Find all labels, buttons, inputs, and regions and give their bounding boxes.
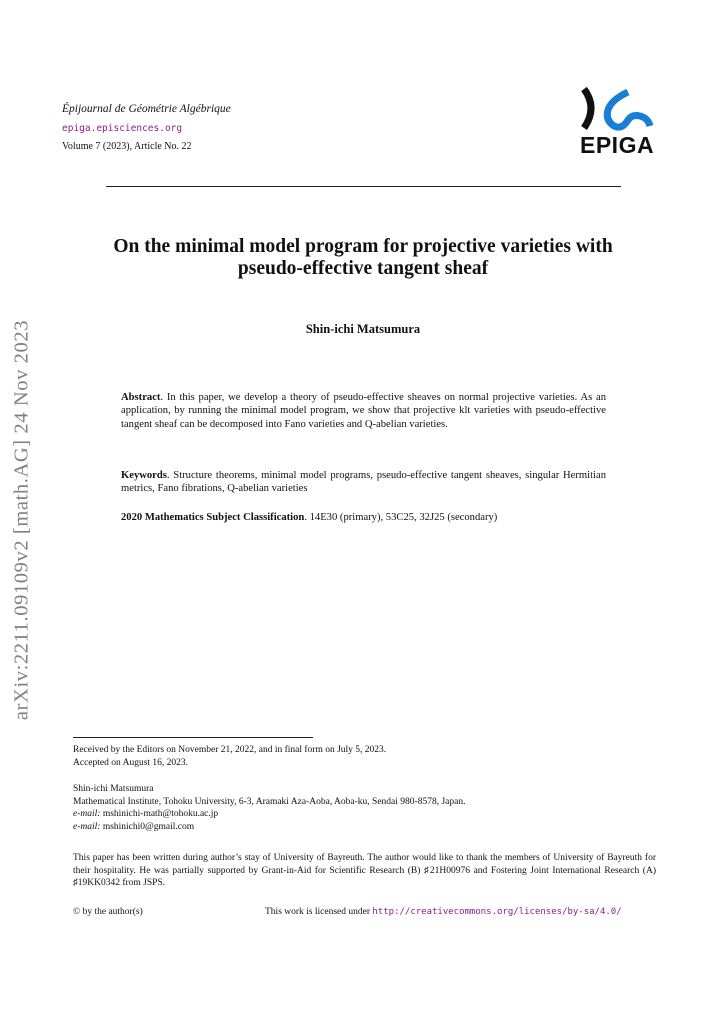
- email-link-1[interactable]: mshinichi-math@tohoku.ac.jp: [102, 809, 219, 820]
- acknowledgement-note: This paper has been written during author’s stay of University of Bayreuth. The author would like to thank the members of University of Bayreuth for their hospitality. He was partially supported by Grant-in-Aid for Scientific Research (B) ♯21H00976 and Fostering Joint International Research (A) ♯19KK0342 from JSPS.: [73, 853, 656, 889]
- received-date: Received by the Editors on November 21, 2022, and in final form on July 5, 2023.: [73, 745, 387, 755]
- keywords: Keywords. Structure theorems, minimal model programs, pseudo-effective tangent sheaves, singular Hermitian metrics, Fano fibrations, Q-abelian varieties: [121, 470, 606, 495]
- msc-label: 2020 Mathematics Subject Classification: [121, 512, 305, 523]
- accepted-date: Accepted on August 16, 2023.: [73, 757, 189, 768]
- license-url-link[interactable]: http://creativecommons.org/licenses/by-sa/4.0/: [372, 907, 622, 917]
- msc-classification: 2020 Mathematics Subject Classification. 14E30 (primary), 53C25, 32J25 (secondary): [121, 512, 498, 523]
- abstract: Abstract. In this paper, we develop a theory of pseudo-effective sheaves on normal projective varieties. As an application, by running the minimal model program, we show that projective klt varieties with pseudo-effective tangent sheaf can be decomposed into Fano varieties and Q-abelian varieties.: [121, 392, 606, 430]
- msc-text: 14E30 (primary), 53C25, 32J25 (secondary): [309, 512, 498, 523]
- email-label: e-mail:: [73, 809, 101, 820]
- received-info: [73, 744, 656, 769]
- license-prefix: This work is licensed under: [265, 907, 371, 917]
- epiga-logo-icon: [578, 86, 660, 134]
- email-row-1: [73, 808, 656, 821]
- paper-title-line-1: On the minimal model program for projective varieties with: [113, 236, 613, 257]
- header-divider: [106, 186, 621, 187]
- keywords-text: Structure theorems, minimal model programs, pseudo-effective tangent sheaves, singular Hermitian metrics, Fano fibrations, Q-abelian varieties: [121, 470, 606, 495]
- license-row: [73, 906, 656, 919]
- abstract-label: Abstract: [121, 392, 161, 403]
- footnote-divider: [73, 737, 313, 738]
- epiga-logo: [578, 86, 660, 158]
- affiliation-author-name: Shin-ichi Matsumura: [73, 784, 154, 794]
- email-row-2: [73, 821, 656, 834]
- journal-volume: Volume 7 (2023), Article No. 22: [62, 141, 192, 152]
- email-link-2[interactable]: mshinichi0@gmail.com: [102, 821, 195, 832]
- journal-name: Épijournal de Géométrie Algébrique: [62, 103, 231, 115]
- epiga-logo-text: EPIGA: [580, 132, 655, 158]
- abstract-text: In this paper, we develop a theory of pseudo-effective sheaves on normal projective varieties. As an application, by running the minimal model program, we show that projective klt varieties with pseudo-effective tangent sheaf can be decomposed into Fano varieties and Q-abelian varieties.: [121, 392, 606, 430]
- keywords-label: Keywords: [121, 470, 167, 481]
- arxiv-id[interactable]: arXiv:2211.09109v2 [math.AG] 24 Nov 2023: [10, 319, 33, 721]
- author-affiliation: [73, 783, 656, 833]
- email-label: e-mail:: [73, 821, 101, 832]
- affiliation-institute: Mathematical Institute, Tohoku University, 6-3, Aramaki Aza-Aoba, Aoba-ku, Sendai 980-8578, Japan.: [73, 796, 466, 807]
- paper-title-line-2: pseudo-effective tangent sheaf: [237, 258, 489, 279]
- copyright: © by the author(s): [73, 907, 143, 917]
- journal-url-link[interactable]: epiga.episciences.org: [62, 123, 183, 134]
- author-name: Shin-ichi Matsumura: [305, 322, 421, 336]
- license-statement: [265, 906, 622, 919]
- arxiv-stamp: [0, 0, 44, 1019]
- paper-title: [70, 236, 656, 280]
